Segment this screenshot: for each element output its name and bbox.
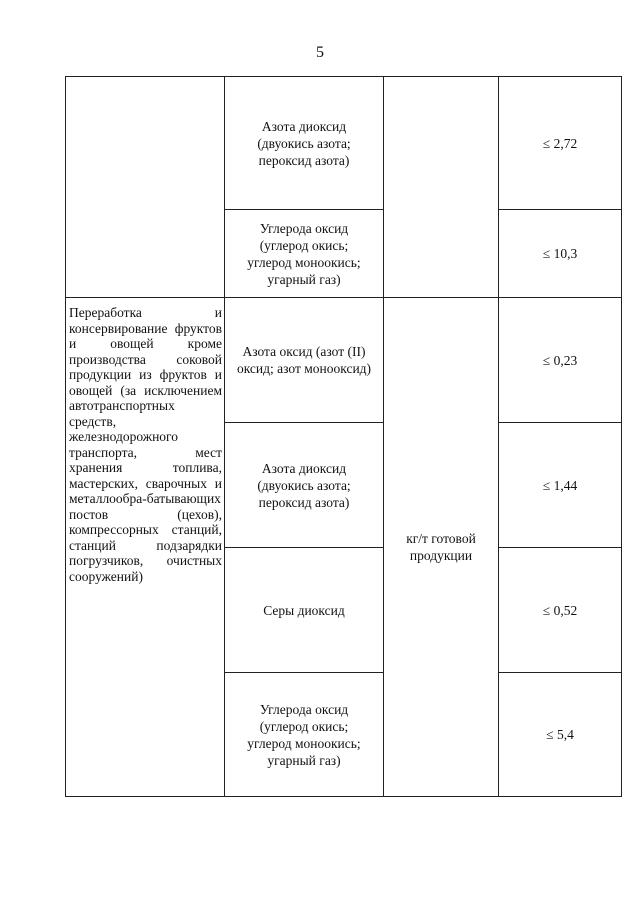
substance-cell: Углерода оксид (углерод окись; углерод моноокись; угарный газ) xyxy=(225,210,384,298)
page-number: 5 xyxy=(316,44,324,61)
value-cell: ≤ 0,23 xyxy=(499,298,622,423)
value-cell: ≤ 1,44 xyxy=(499,423,622,548)
value-cell: ≤ 2,72 xyxy=(499,77,622,210)
unit-cell: кг/т готовой продукции xyxy=(384,298,499,797)
substance-cell: Углерода оксид (углерод окись; углерод моноокись; угарный газ) xyxy=(225,673,384,797)
value-cell: ≤ 5,4 xyxy=(499,673,622,797)
emission-limits-table xyxy=(65,76,622,797)
table-row xyxy=(66,298,622,423)
activity-cell: Переработка и консервирование фруктов и овощей кроме производства соковой продукции из фруктов и овощей (за исключением автотранспортных средств, железнодорожного транспорта, мест хранения топлива, мастерских, сварочных и металлообра-батывающих постов (цехов), компрессорных станций, станций подзарядки погрузчиков, очистных сооружений) xyxy=(66,298,225,797)
value-cell: ≤ 0,52 xyxy=(499,548,622,673)
substance-cell: Серы диоксид xyxy=(225,548,384,673)
substance-cell: Азота оксид (азот (II) оксид; азот монооксид) xyxy=(225,298,384,423)
unit-cell-empty xyxy=(384,77,499,298)
value-cell: ≤ 10,3 xyxy=(499,210,622,298)
substance-cell: Азота диоксид (двуокись азота; пероксид азота) xyxy=(225,77,384,210)
activity-cell xyxy=(66,77,225,298)
table-row xyxy=(66,77,622,210)
substance-cell: Азота диоксид (двуокись азота; пероксид азота) xyxy=(225,423,384,548)
